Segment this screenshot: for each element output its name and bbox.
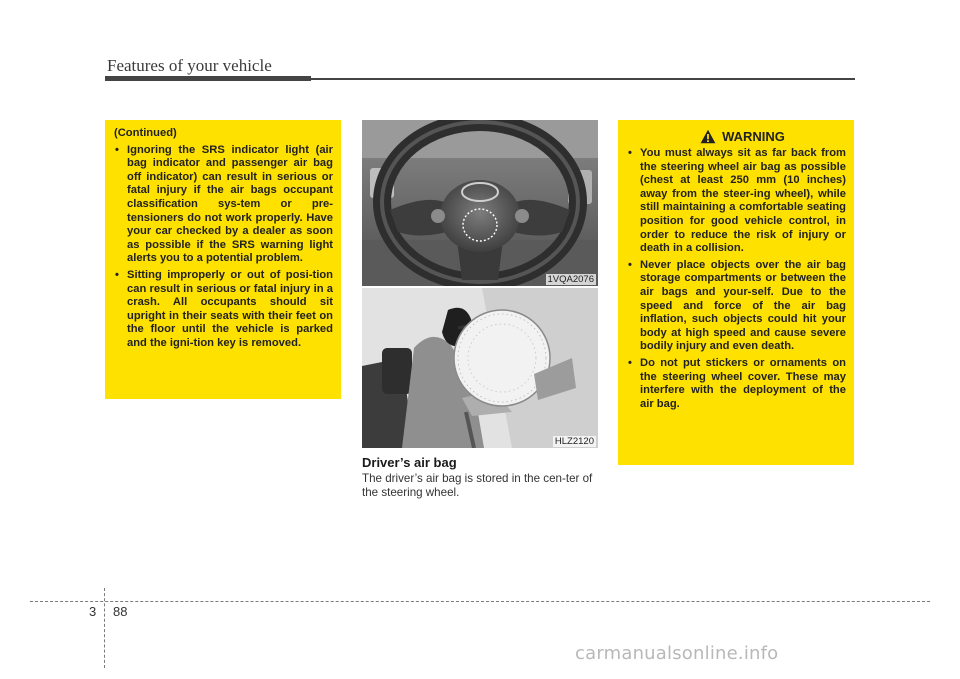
warning-item: • Never place objects over the air bag storage compartments or between the air bags and your-self. Due to the speed and force of the air bag inflation, such objects could hit your body at high speed and cause severe bodily injury and even death. xyxy=(627,259,846,354)
footer-vertical-rule xyxy=(104,588,105,668)
chapter-number: 3 xyxy=(89,604,97,619)
steering-wheel-illustration xyxy=(362,120,598,286)
page-number: 88 xyxy=(113,604,128,619)
warning-box xyxy=(618,120,854,465)
page-header-title: Features of your vehicle xyxy=(107,56,272,75)
deployed-airbag-figure xyxy=(362,288,598,448)
warning-header xyxy=(639,129,846,144)
caution-list xyxy=(114,144,333,351)
footer-rule xyxy=(30,601,930,602)
caution-item: • Sitting improperly or out of posi-tion can result in serious or fatal injury in a crash. All occupants should sit upright in their seats with their feet on the floor until the vehicle is parked and the igni-tion key is removed. xyxy=(114,269,333,351)
figure-code-label: HLZ2120 xyxy=(554,436,594,447)
warning-item: • Do not put stickers or ornaments on the steering wheel cover. These may interfere with the deployment of the air bag. xyxy=(627,357,846,411)
figure-code-label: 1VQA2076 xyxy=(547,274,594,285)
caution-box-continued xyxy=(105,120,341,399)
header-rule xyxy=(105,78,855,80)
warning-list xyxy=(627,147,846,411)
warning-title: WARNING xyxy=(722,128,785,144)
continued-label: (Continued) xyxy=(114,127,177,139)
section-body-text: The driver’s air bag is stored in the cen-ter of the steering wheel. xyxy=(362,472,593,499)
section-heading: Driver’s air bag xyxy=(362,455,457,470)
deployed-airbag-illustration xyxy=(362,288,598,448)
caution-item: • Ignoring the SRS indicator light (air bag indicator and passenger air bag off indicator) can result in serious or fatal injury if the air bags occupant classification sys-tem or pre-tensioners do not work properly. Have your car checked by a dealer as soon as possible if the SRS warning light alerts you to a potential problem. xyxy=(114,144,333,266)
warning-triangle-icon xyxy=(700,129,716,144)
warning-item: • You must always sit as far back from the steering wheel air bag as possible (chest at least 250 mm (10 inches) away from the steer-ing wheel), while still maintaining a comfortable seating position for good vehicle control, in order to reduce the risk of injury or death in a collision. xyxy=(627,147,846,256)
site-watermark: carmanualsonline.info xyxy=(575,643,779,664)
steering-wheel-figure xyxy=(362,120,598,286)
